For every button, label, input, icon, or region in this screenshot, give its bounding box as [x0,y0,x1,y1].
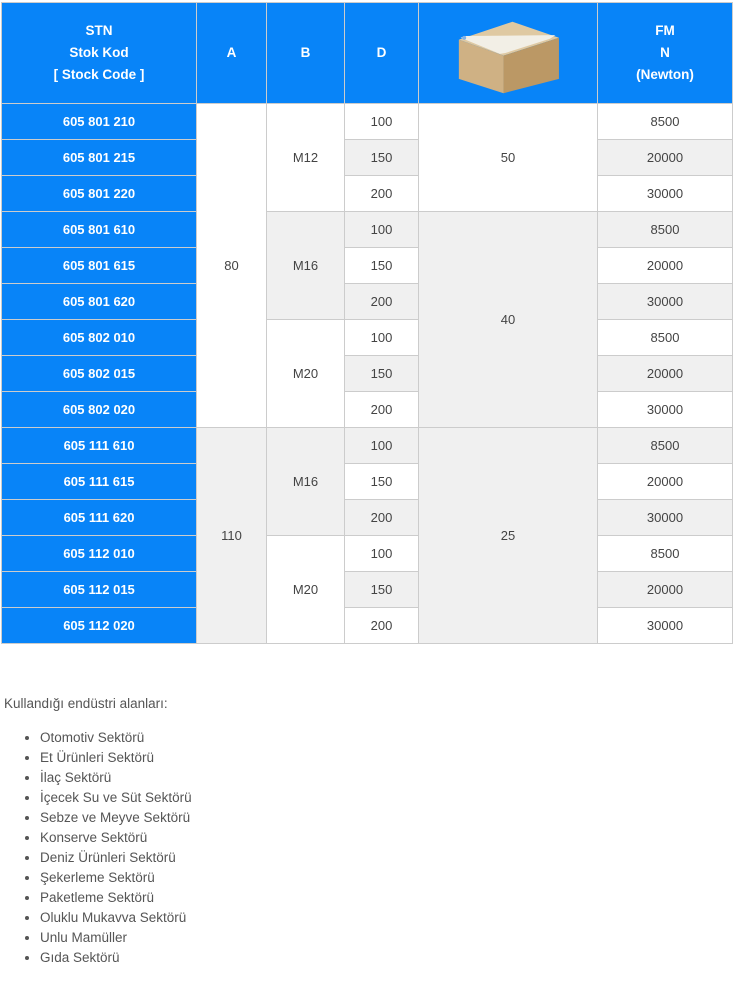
table-row [2,212,733,248]
force-cell: 20000 [598,572,733,608]
force-cell: 30000 [598,392,733,428]
force-cell: 20000 [598,248,733,284]
header-fm-line3: (Newton) [636,67,694,82]
table-row [2,572,733,608]
package-box-icon [419,3,597,103]
column-header-d: D [345,3,419,104]
stock-code-cell: 605 802 015 [2,356,197,392]
thread-size-cell: M20 [267,536,345,644]
list-item: • Unlu Mamüller [40,928,736,948]
header-stock-line3: [ Stock Code ] [53,67,145,82]
dim-d-cell: 200 [345,392,419,428]
table-row [2,500,733,536]
table-row [2,356,733,392]
list-item: • İçecek Su ve Süt Sektörü [40,788,736,808]
dim-d-cell: 150 [345,572,419,608]
stock-code-cell: 605 111 620 [2,500,197,536]
header-row [2,3,733,104]
dim-d-cell: 200 [345,500,419,536]
table-row [2,140,733,176]
force-cell: 20000 [598,140,733,176]
dim-d-cell: 150 [345,248,419,284]
thread-size-cell: M16 [267,428,345,536]
dim-d-cell: 150 [345,140,419,176]
list-item: • Paketleme Sektörü [40,888,736,908]
list-item: • İlaç Sektörü [40,768,736,788]
column-header-stock-code [2,3,197,104]
dim-d-cell: 100 [345,212,419,248]
dim-d-cell: 100 [345,428,419,464]
table-row [2,392,733,428]
industries-list [0,728,736,968]
stock-code-cell: 605 801 220 [2,176,197,212]
force-cell: 8500 [598,212,733,248]
dim-d-cell: 200 [345,176,419,212]
stock-code-cell: 605 111 615 [2,464,197,500]
stock-code-cell: 605 801 210 [2,104,197,140]
qty-per-box-cell: 40 [419,212,598,428]
header-stock-line1: STN [85,23,113,38]
table-row [2,464,733,500]
column-header-fm [598,3,733,104]
thread-size-cell: M12 [267,104,345,212]
stock-code-cell: 605 112 010 [2,536,197,572]
dim-d-cell: 100 [345,536,419,572]
table-row [2,176,733,212]
table-row [2,284,733,320]
dim-d-cell: 100 [345,320,419,356]
dim-d-cell: 200 [345,284,419,320]
list-item: • Deniz Ürünleri Sektörü [40,848,736,868]
force-cell: 8500 [598,536,733,572]
thread-size-cell: M16 [267,212,345,320]
header-stock-line2: Stok Kod [69,45,129,60]
stock-code-cell: 605 111 610 [2,428,197,464]
force-cell: 8500 [598,428,733,464]
dim-d-cell: 200 [345,608,419,644]
qty-per-box-cell: 50 [419,104,598,212]
list-item: • Konserve Sektörü [40,828,736,848]
industries-title: Kullandığı endüstri alanları: [4,696,168,711]
table-row [2,104,733,140]
dim-a-cell: 80 [197,104,267,428]
column-header-a: A [197,3,267,104]
list-item: • Oluklu Mukavva Sektörü [40,908,736,928]
table-row [2,428,733,464]
stock-code-cell: 605 112 020 [2,608,197,644]
force-cell: 30000 [598,284,733,320]
list-item: • Et Ürünleri Sektörü [40,748,736,768]
dim-d-cell: 150 [345,356,419,392]
list-item: • Otomotiv Sektörü [40,728,736,748]
table-row [2,536,733,572]
force-cell: 8500 [598,104,733,140]
stock-code-cell: 605 801 615 [2,248,197,284]
product-spec-table [1,2,733,644]
list-item: • Sebze ve Meyve Sektörü [40,808,736,828]
header-fm-line2: N [660,45,670,60]
table-row [2,608,733,644]
force-cell: 8500 [598,320,733,356]
table-row [2,320,733,356]
column-header-b: B [267,3,345,104]
force-cell: 20000 [598,464,733,500]
table-body [2,104,733,644]
table-header [2,3,733,104]
stock-code-cell: 605 802 010 [2,320,197,356]
stock-code-cell: 605 801 620 [2,284,197,320]
force-cell: 20000 [598,356,733,392]
dim-d-cell: 150 [345,464,419,500]
qty-per-box-cell: 25 [419,428,598,644]
thread-size-cell: M20 [267,320,345,428]
stock-code-cell: 605 112 015 [2,572,197,608]
stock-code-cell: 605 801 610 [2,212,197,248]
list-item: • Şekerleme Sektörü [40,868,736,888]
dim-a-cell: 110 [197,428,267,644]
table-row [2,248,733,284]
column-header-package [419,3,598,104]
list-item: • Gıda Sektörü [40,948,736,968]
stock-code-cell: 605 802 020 [2,392,197,428]
force-cell: 30000 [598,500,733,536]
force-cell: 30000 [598,176,733,212]
header-fm-line1: FM [655,23,675,38]
stock-code-cell: 605 801 215 [2,140,197,176]
force-cell: 30000 [598,608,733,644]
dim-d-cell: 100 [345,104,419,140]
